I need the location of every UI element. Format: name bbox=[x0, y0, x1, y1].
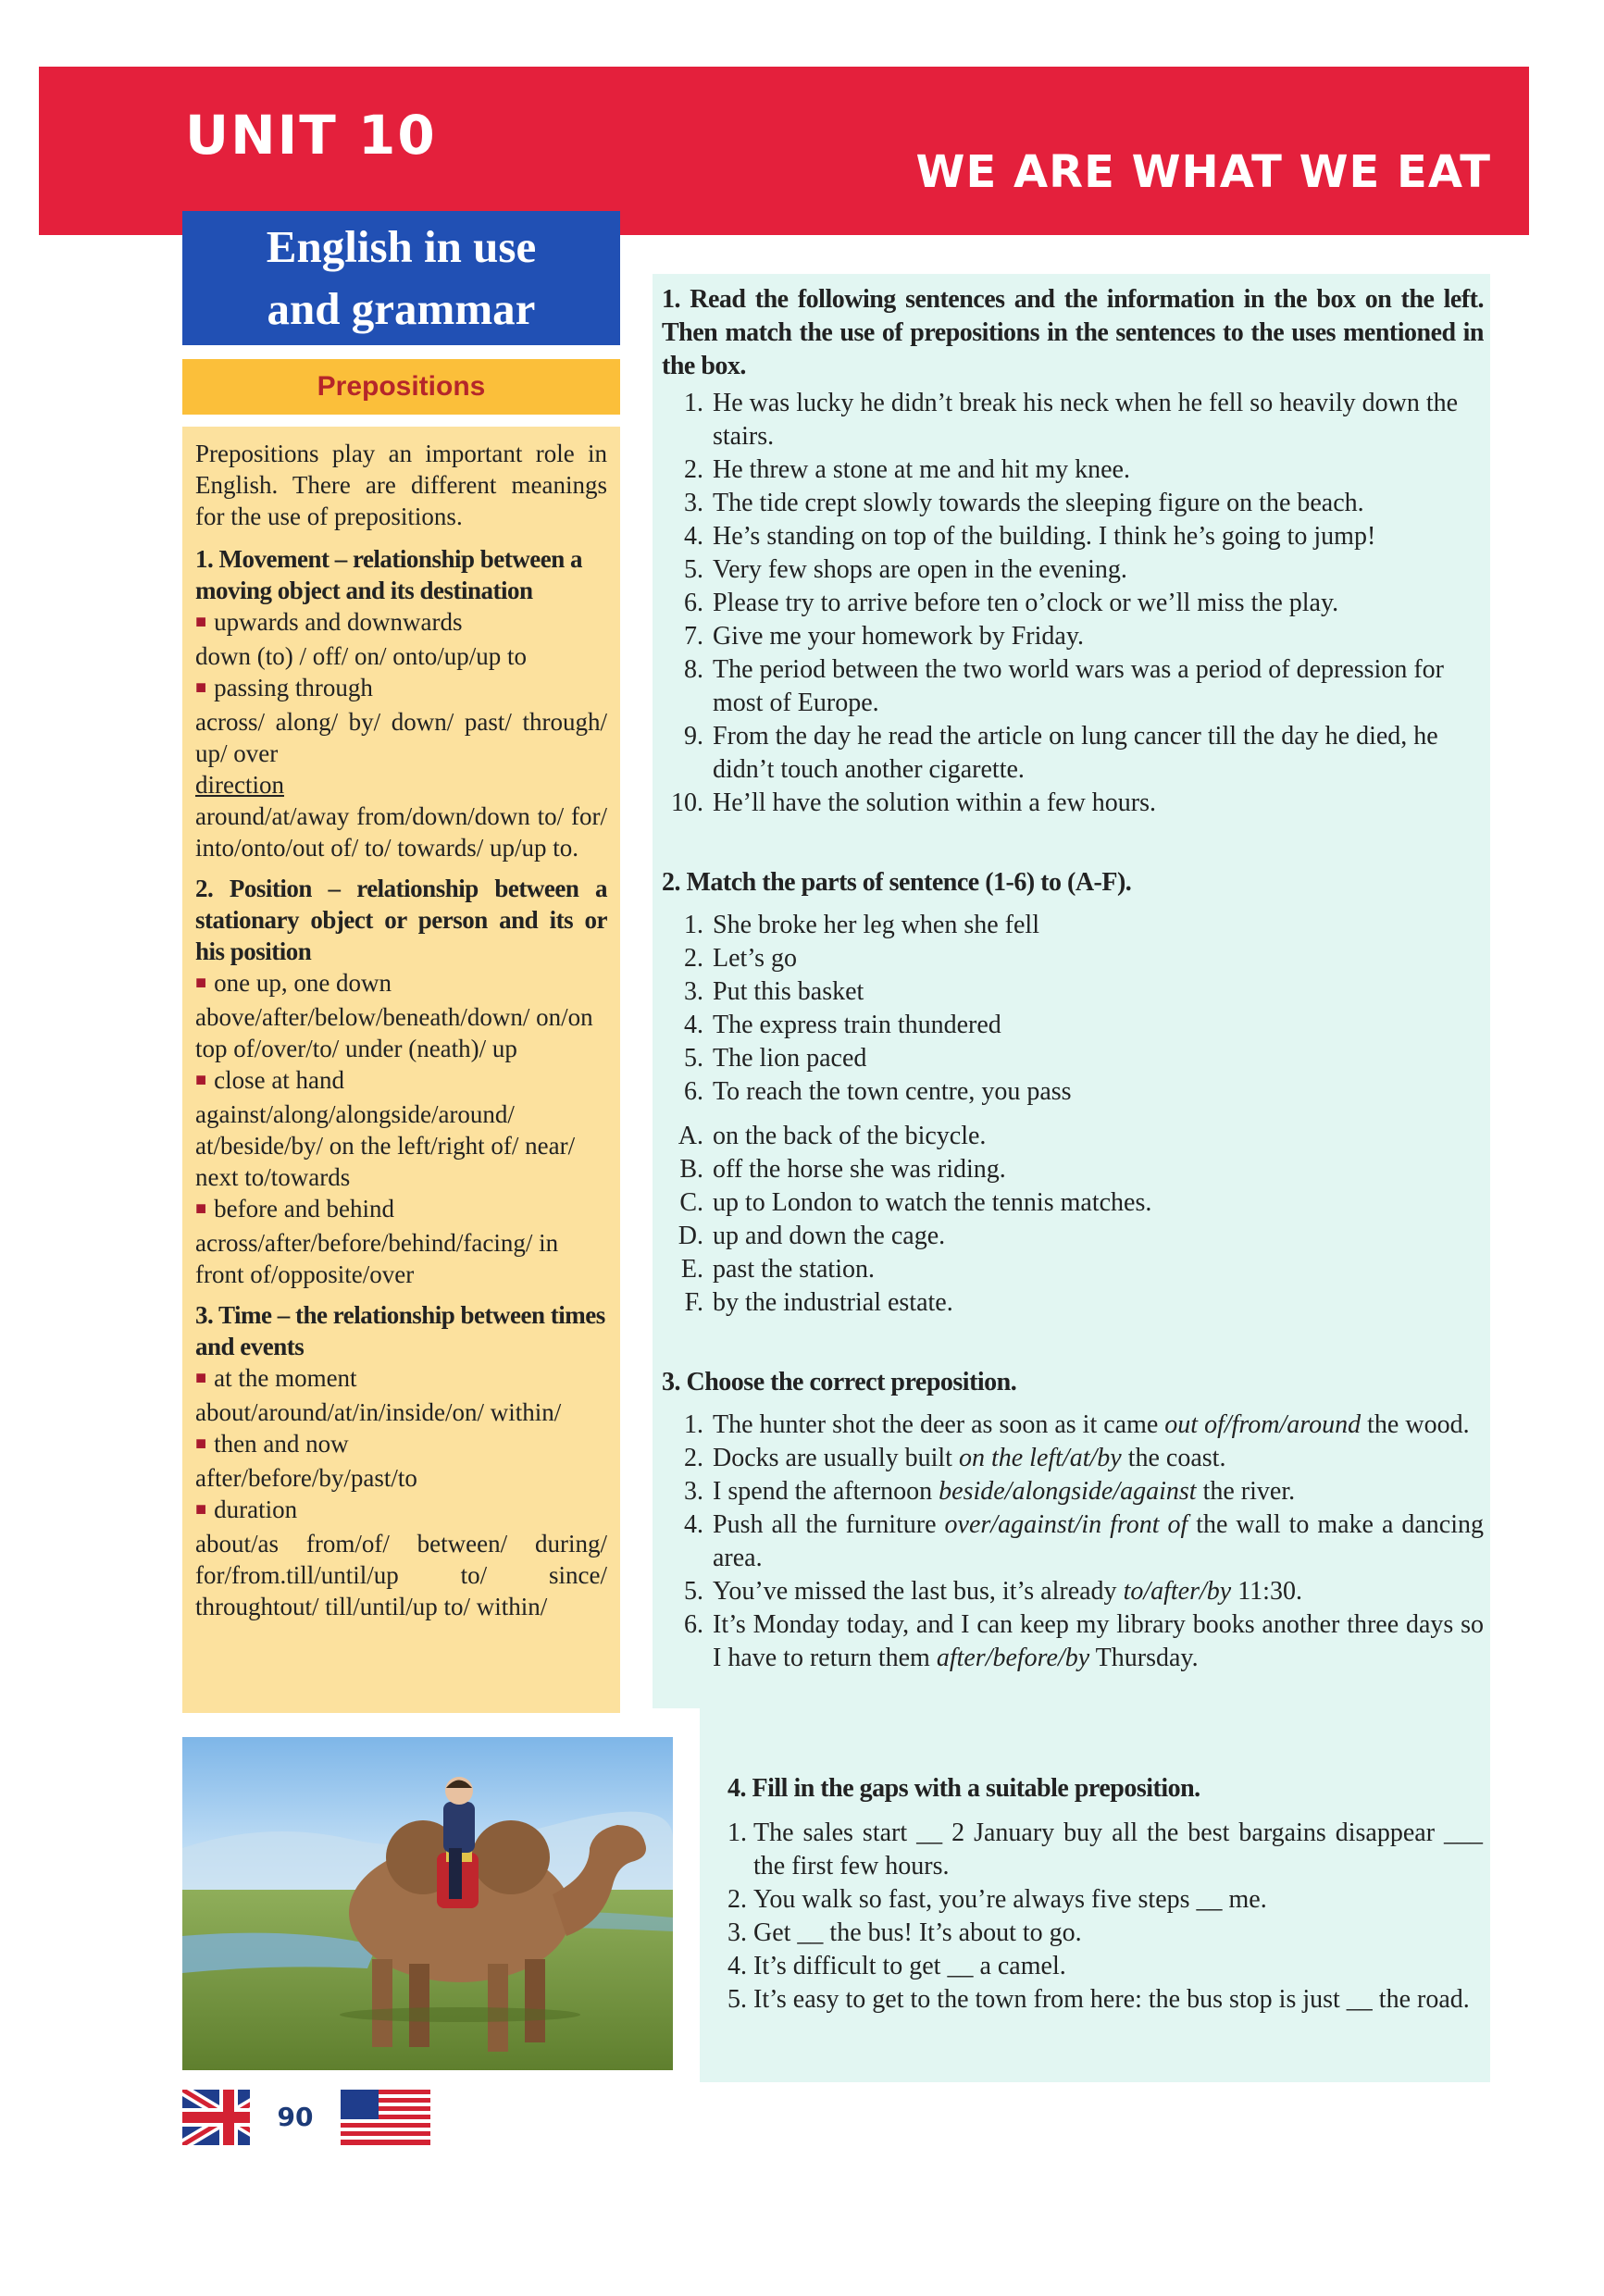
list-item: 1. The sales start __ 2 January buy all the best bargains disappear ___ the first few hours. bbox=[727, 1818, 1483, 1880]
info-bullet: ■ at the moment bbox=[195, 1362, 607, 1396]
list-item: F. by the industrial estate. bbox=[684, 1288, 953, 1317]
info-text: down (to) / off/ on/ onto/up/up to bbox=[195, 642, 527, 670]
list-item: 3. The tide crept slowly towards the sleeping figure on the beach. bbox=[684, 489, 1364, 517]
camel-photo bbox=[182, 1737, 673, 2070]
info-text: against/along/alongside/around/ at/beside/by/ on the left/right of/ near/ next to/towards bbox=[195, 1100, 576, 1191]
info-heading: 2. Position – relationship between a stationary object or person and its or his position bbox=[195, 875, 607, 965]
list-item: 3. I spend the afternoon beside/alongside/against the river. bbox=[684, 1477, 1296, 1506]
list-item: 5. Very few shops are open in the evening. bbox=[684, 555, 1127, 584]
list-item: 1. She broke her leg when she fell bbox=[684, 911, 1039, 939]
info-text: above/after/below/beneath/down/ on/on top of/over/to/ under (neath)/ up bbox=[195, 1003, 593, 1062]
exercise-3-list bbox=[662, 1409, 1484, 1675]
list-item: 6. It’s Monday today, and I can keep my library books another three days so I have to return them after/before/by Thursday. bbox=[684, 1610, 1484, 1672]
unit-subtitle: WE ARE WHAT WE EAT bbox=[915, 146, 1491, 198]
list-item: 2. He threw a stone at me and hit my knee. bbox=[684, 455, 1130, 484]
list-item: 1. The hunter shot the deer as soon as it came out of/from/around the wood. bbox=[684, 1410, 1470, 1439]
list-item: 1. He was lucky he didn’t break his neck when he fell so heavily down the stairs. bbox=[684, 389, 1459, 451]
info-bullet: ■ one up, one down bbox=[195, 967, 607, 1001]
list-item: 4. He’s standing on top of the building. I think he’s going to jump! bbox=[684, 522, 1376, 551]
exercise-1-list bbox=[662, 387, 1484, 820]
list-item: 3. Get __ the bus! It’s about to go. bbox=[727, 1918, 1082, 1947]
us-flag-icon bbox=[340, 2090, 430, 2145]
info-bullet: ■ then and now bbox=[195, 1428, 607, 1462]
list-item: 4. It’s difficult to get __ a camel. bbox=[727, 1952, 1066, 1980]
list-item: 2. You walk so fast, you’re always five steps __ me. bbox=[727, 1885, 1267, 1914]
topic-label: Prepositions bbox=[182, 359, 620, 415]
info-text: about/around/at/in/inside/on/ within/ bbox=[195, 1398, 562, 1426]
info-text: around/at/away from/down/down to/ for/ into/onto/out of/ to/ towards/ up/up to. bbox=[195, 802, 607, 862]
exercise-1-title: 1. Read the following sentences and the information in the box on the left. Then match the use of prepositions in the sentences to the uses mentioned in the box. bbox=[662, 285, 1484, 380]
list-item: 6. Please try to arrive before ten o’clock or we’ll miss the play. bbox=[684, 589, 1339, 617]
exercise-3-title: 3. Choose the correct preposition. bbox=[662, 1368, 1017, 1396]
info-text: across/after/before/behind/facing/ in front of/opposite/over bbox=[195, 1229, 559, 1288]
list-item: C. up to London to watch the tennis matches. bbox=[679, 1188, 1152, 1217]
exercise-4-title: 4. Fill in the gaps with a suitable preposition. bbox=[727, 1774, 1200, 1803]
list-item: 6. To reach the town centre, you pass bbox=[684, 1077, 1072, 1106]
exercise-4 bbox=[727, 1772, 1483, 2017]
info-heading: 3. Time – the relationship between times and events bbox=[195, 1301, 605, 1360]
list-item: 5. The lion paced bbox=[684, 1044, 867, 1073]
info-bullet: ■ passing through bbox=[195, 672, 607, 706]
info-text: across/ along/ by/ down/ past/ through/ up/ over bbox=[195, 708, 607, 767]
intro-text: Prepositions play an important role in English. There are different meanings for the use of prepositions. bbox=[195, 440, 607, 530]
list-item: 3. Put this basket bbox=[684, 977, 864, 1006]
section-title-line2: and grammar bbox=[267, 283, 536, 334]
list-item: B. off the horse she was riding. bbox=[679, 1155, 1006, 1184]
list-item: D. up and down the cage. bbox=[678, 1222, 946, 1250]
exercise-2 bbox=[662, 866, 1484, 1320]
section-title-line1: English in use bbox=[266, 221, 537, 272]
list-item: 9. From the day he read the article on lung cancer till the day he died, he didn’t touch another cigarette. bbox=[684, 722, 1438, 784]
exercise-2-title: 2. Match the parts of sentence (1-6) to (A-F). bbox=[662, 868, 1132, 897]
info-underlined: direction bbox=[195, 771, 284, 799]
exercise-2-endings bbox=[662, 1120, 1484, 1320]
info-bullet: ■ before and behind bbox=[195, 1193, 607, 1227]
section-title bbox=[182, 211, 620, 345]
exercise-1 bbox=[662, 283, 1484, 820]
list-item: E. past the station. bbox=[680, 1255, 875, 1284]
exercise-2-parts bbox=[662, 909, 1484, 1109]
exercise-3 bbox=[662, 1366, 1484, 1675]
list-item: 2. Let’s go bbox=[684, 944, 797, 973]
prepositions-info-box bbox=[182, 427, 620, 1713]
list-item: 7. Give me your homework by Friday. bbox=[684, 622, 1084, 651]
list-item: 4. Push all the furniture over/against/in front of the wall to make a dancing area. bbox=[684, 1510, 1485, 1572]
page-number: 90 bbox=[250, 2090, 341, 2145]
list-item: 2. Docks are usually built on the left/at/by the coast. bbox=[684, 1444, 1226, 1472]
info-text: after/before/by/past/to bbox=[195, 1464, 417, 1492]
list-item: 4. The express train thundered bbox=[684, 1011, 1001, 1039]
info-bullet: ■ close at hand bbox=[195, 1064, 607, 1098]
list-item: 10. He’ll have the solution within a few hours. bbox=[671, 788, 1157, 817]
list-item: 5. You’ve missed the last bus, it’s already to/after/by 11:30. bbox=[684, 1577, 1302, 1606]
info-text: about/as from/of/ between/ during/ for/from.till/until/up to/ since/ throughtout/ till/until/up to/ within/ bbox=[195, 1530, 607, 1620]
unit-title: UNIT 10 bbox=[185, 104, 437, 167]
list-item: 8. The period between the two world wars was a period of depression for most of Europe. bbox=[684, 655, 1444, 717]
info-bullet: ■ upwards and downwards bbox=[195, 606, 607, 640]
info-bullet: ■ duration bbox=[195, 1494, 607, 1528]
list-item: 5. It’s easy to get to the town from here: the bus stop is just __ the road. bbox=[727, 1985, 1470, 2014]
exercise-4-list bbox=[727, 1817, 1483, 2017]
list-item: A. on the back of the bicycle. bbox=[678, 1122, 987, 1150]
info-heading: 1. Movement – relationship between a moving object and its destination bbox=[195, 545, 582, 604]
